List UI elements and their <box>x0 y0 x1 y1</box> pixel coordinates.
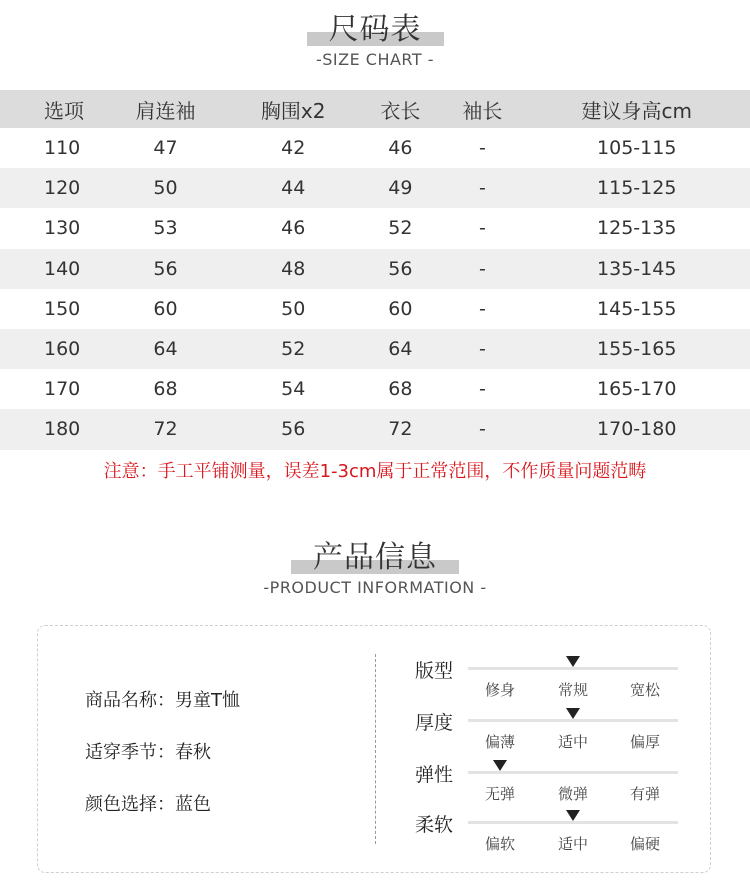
table-cell: 60 <box>388 297 413 320</box>
table-row <box>0 249 750 289</box>
table-cell: 120 <box>44 177 81 200</box>
table-cell: 105-115 <box>597 137 677 160</box>
product-info-box <box>37 625 711 873</box>
table-cell: 150 <box>44 297 81 320</box>
table-cell: 56 <box>388 257 413 280</box>
table-row <box>0 289 750 329</box>
product-info-subtitle: -PRODUCT INFORMATION - <box>263 578 487 597</box>
detail-label: 颜色选择： <box>85 794 175 815</box>
table-cell: - <box>478 217 486 240</box>
scale-option: 偏软 <box>484 835 515 853</box>
table-cell: - <box>478 297 486 320</box>
color-line <box>85 790 211 816</box>
table-cell: 180 <box>44 418 81 441</box>
table-cell: 48 <box>281 257 306 280</box>
table-cell: 42 <box>281 137 306 160</box>
attribute-label-softness: 柔软 <box>415 814 454 836</box>
table-cell: 52 <box>281 338 306 361</box>
scale-option: 适中 <box>557 733 588 751</box>
size-chart-header <box>0 4 750 69</box>
scale-option: 有弹 <box>629 785 660 803</box>
product-name-line <box>85 686 240 712</box>
table-cell: 64 <box>388 338 413 361</box>
product-info-title-wrap <box>313 532 437 576</box>
table-cell: 54 <box>281 378 306 401</box>
table-cell: 72 <box>388 418 413 441</box>
size-chart-title: 尺码表 <box>328 12 422 47</box>
table-row <box>0 128 750 168</box>
table-cell: 52 <box>388 217 413 240</box>
table-row <box>0 409 750 449</box>
vertical-divider <box>375 654 376 844</box>
detail-value: 春秋 <box>175 742 211 763</box>
scale-option: 修身 <box>484 681 515 699</box>
column-header: 胸围x2 <box>260 98 326 123</box>
scale-option: 偏薄 <box>484 733 515 751</box>
table-cell: 125-135 <box>597 217 677 240</box>
table-cell: 130 <box>44 217 81 240</box>
table-cell: 46 <box>281 217 306 240</box>
table-cell: 165-170 <box>597 378 677 401</box>
scale-line <box>468 821 678 824</box>
table-cell: 135-145 <box>597 257 677 280</box>
table-cell: 155-165 <box>597 338 677 361</box>
scale-option: 无弹 <box>484 785 515 803</box>
table-cell: 49 <box>388 177 413 200</box>
column-header: 袖长 <box>462 98 503 123</box>
size-chart-subtitle: -SIZE CHART - <box>315 50 435 69</box>
table-row <box>0 208 750 248</box>
product-info-title: 产品信息 <box>313 540 437 575</box>
detail-value: 男童T恤 <box>175 690 240 711</box>
scale-line <box>468 719 678 722</box>
table-cell: 56 <box>281 418 306 441</box>
table-cell: 72 <box>153 418 178 441</box>
scale-option: 偏硬 <box>629 835 660 853</box>
table-header-row <box>0 90 750 128</box>
detail-label: 商品名称： <box>85 690 175 711</box>
scale-line <box>468 667 678 670</box>
detail-value: 蓝色 <box>175 794 211 815</box>
column-header: 选项 <box>44 98 84 123</box>
table-cell: 50 <box>153 177 178 200</box>
measurement-note: 注意：手工平铺测量，误差1-3cm属于正常范围，不作质量问题范畴 <box>103 461 647 482</box>
scale-option: 偏厚 <box>629 733 660 751</box>
size-chart-title-wrap <box>329 4 422 48</box>
attribute-label-fit: 版型 <box>415 660 454 682</box>
table-cell: 115-125 <box>597 177 677 200</box>
size-table <box>0 90 750 450</box>
scale-option: 微弹 <box>557 785 588 803</box>
table-cell: 68 <box>388 378 413 401</box>
table-cell: 170 <box>44 378 81 401</box>
table-cell: 53 <box>153 217 178 240</box>
scale-option: 宽松 <box>629 681 660 699</box>
scale-option: 常规 <box>557 681 588 699</box>
season-line <box>85 738 211 764</box>
table-cell: - <box>478 137 486 160</box>
table-cell: 145-155 <box>597 297 677 320</box>
table-cell: - <box>478 378 486 401</box>
scale-option: 适中 <box>557 835 588 853</box>
detail-label: 适穿季节： <box>85 742 175 763</box>
table-cell: - <box>478 177 486 200</box>
table-cell: 68 <box>153 378 178 401</box>
table-cell: 56 <box>153 257 178 280</box>
attribute-label-elasticity: 弹性 <box>415 764 454 786</box>
selected-marker-icon <box>493 760 507 771</box>
table-cell: - <box>478 418 486 441</box>
table-cell: 60 <box>153 297 178 320</box>
attribute-label-thickness: 厚度 <box>415 712 454 734</box>
selected-marker-icon <box>566 810 580 821</box>
table-cell: 110 <box>44 137 81 160</box>
table-row <box>0 369 750 409</box>
column-header: 建议身高cm <box>581 98 692 123</box>
table-cell: 64 <box>153 338 178 361</box>
product-info-header <box>0 532 750 597</box>
table-cell: - <box>478 257 486 280</box>
table-cell: 160 <box>44 338 81 361</box>
table-cell: 46 <box>388 137 413 160</box>
table-cell: 47 <box>153 137 178 160</box>
column-header: 肩连袖 <box>135 98 196 123</box>
table-cell: - <box>478 338 486 361</box>
column-header: 衣长 <box>380 98 421 123</box>
table-cell: 170-180 <box>597 418 677 441</box>
table-row <box>0 168 750 208</box>
table-cell: 50 <box>281 297 306 320</box>
selected-marker-icon <box>566 708 580 719</box>
table-cell: 44 <box>281 177 306 200</box>
scale-line <box>468 771 678 774</box>
table-cell: 140 <box>44 257 81 280</box>
table-row <box>0 329 750 369</box>
selected-marker-icon <box>566 656 580 667</box>
